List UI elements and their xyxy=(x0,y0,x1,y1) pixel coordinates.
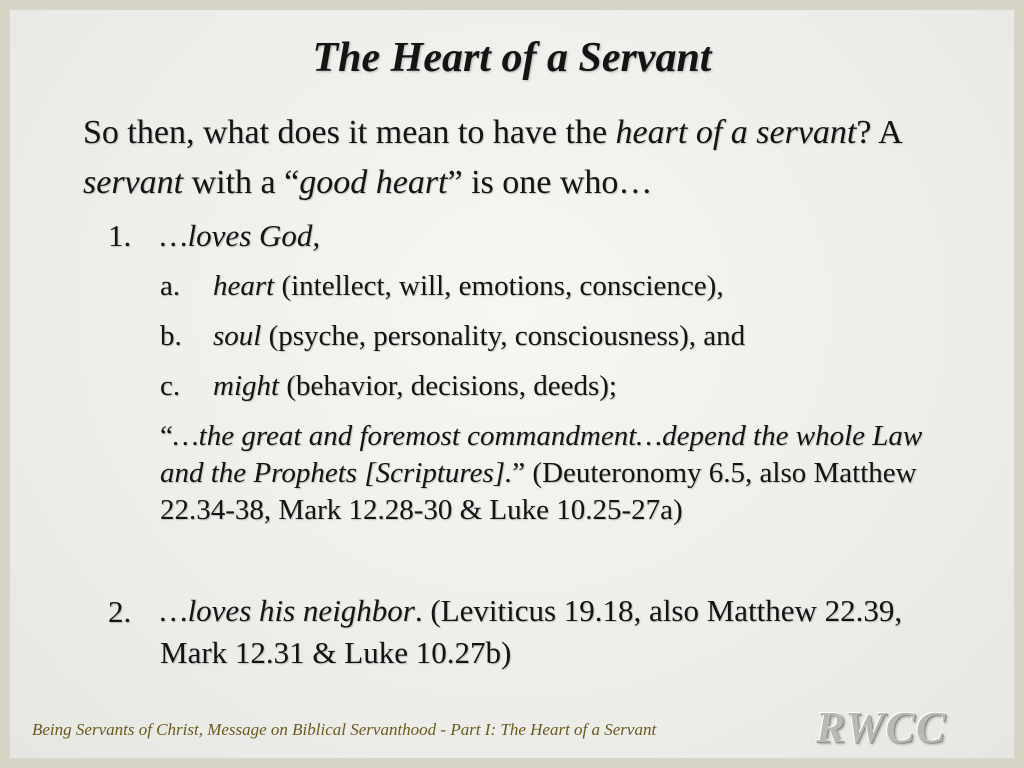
intro-paragraph xyxy=(83,108,973,208)
intro-text-2: ? A xyxy=(856,114,901,151)
intro-emphasis-good-heart: good heart xyxy=(299,164,448,201)
subitem-b-text: (psyche, personality, consciousness), and xyxy=(261,320,746,352)
subitem-a-emphasis: heart xyxy=(213,270,275,302)
list-number-1: 1. xyxy=(108,218,132,253)
subitem-b-letter: b. xyxy=(160,320,182,352)
subitem-b-emphasis: soul xyxy=(213,320,262,352)
intro-emphasis-heart-of-servant: heart of a servant xyxy=(615,114,857,151)
list-item-2 xyxy=(160,590,960,674)
intro-text-4: ” is one who… xyxy=(447,164,653,201)
quote-text: …the great and foremost commandment…depend the whole Law and the Prophets [Scriptures]. xyxy=(160,420,923,489)
subitem-b xyxy=(213,316,745,356)
subitem-c-text: (behavior, decisions, deeds); xyxy=(279,370,617,402)
subitem-c-letter: c. xyxy=(160,370,181,402)
subitem-c-emphasis: might xyxy=(213,370,280,402)
list-item-1-text: …loves God, xyxy=(160,218,321,253)
list-item-2-text: . (Leviticus 19.18, also Matthew 22.39, Mark 12.31 & Luke 10.27b) xyxy=(160,593,903,670)
subitem-a-letter: a. xyxy=(160,270,181,302)
intro-text-1: So then, what does it mean to have the xyxy=(83,114,616,151)
subitem-c xyxy=(213,366,617,406)
quote-reference: (Deuteronomy 6.5, also Matthew 22.34-38, Mark 12.28-30 & Luke 10.25-27a) xyxy=(160,457,917,526)
subitem-a-text: (intellect, will, emotions, conscience), xyxy=(274,270,724,302)
quote-close-mark: ” xyxy=(512,457,526,489)
list-item-2-emphasis: …loves his neighbor xyxy=(160,593,415,628)
slide-title: The Heart of a Servant xyxy=(312,35,712,81)
list-number-2: 2. xyxy=(108,594,132,629)
intro-text-3: with a “ xyxy=(183,164,300,201)
subitem-a xyxy=(213,266,724,306)
footer-caption: Being Servants of Christ, Message on Biblical Servanthood - Part I: The Heart of a Servant xyxy=(32,720,657,739)
intro-emphasis-servant: servant xyxy=(83,164,184,201)
scripture-quote xyxy=(160,418,930,529)
quote-open-mark: “ xyxy=(160,420,173,452)
rwcc-logo: RWCC xyxy=(816,703,947,752)
